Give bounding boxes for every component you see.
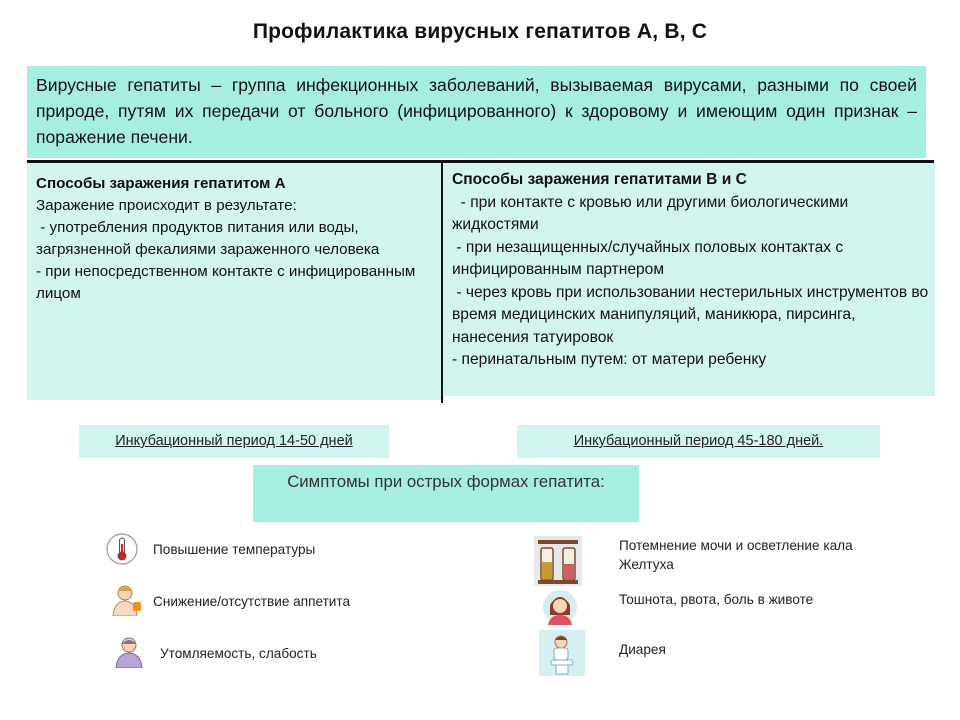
hepatitis-bc-item: - через кровь при использовании нестерильных инструментов во время медицинских манипуляций, маникюра, пирсинга, нанесения татуировок [452, 283, 933, 346]
urine-sample-icon [534, 536, 582, 586]
hepatitis-a-heading: Способы заражения гепатитом А [36, 175, 286, 192]
symptom-fatigue: Утомляемость, слабость [160, 646, 317, 661]
symptom-urine: Потемнение мочи и осветление кала [619, 538, 853, 553]
symptom-diarrhea: Диарея [619, 642, 666, 657]
definition-block: Вирусные гепатиты – группа инфекционных заболеваний, вызываемая вирусами, разными по своей природе, путям их передачи от больного (инфицированного) к здоровому и имеющим один признак – поражение печени. [27, 66, 926, 158]
hepatitis-bc-panel [443, 163, 935, 396]
tired-person-icon [113, 634, 145, 668]
hepatitis-bc-heading: Способы заражения гепатитами В и С [452, 171, 747, 188]
thermometer-icon [106, 533, 138, 565]
toilet-person-icon [539, 630, 585, 676]
hepatitis-a-panel [27, 163, 444, 400]
divider-vertical [441, 160, 443, 403]
symptoms-title: Симптомы при острых формах гепатита: [253, 465, 639, 522]
page-title: Профилактика вирусных гепатитов А, В, С [252, 20, 708, 43]
symptom-appetite: Снижение/отсутствие аппетита [153, 594, 351, 609]
symptom-jaundice: Желтуха [619, 557, 674, 572]
hepatitis-bc-item: - при незащищенных/случайных половых контактах с инфицированным партнером [452, 238, 848, 278]
hepatitis-a-intro: Заражение происходит в результате: [36, 197, 297, 214]
hepatitis-bc-item: - перинатальным путем: от матери ребенку [452, 351, 767, 368]
symptom-nausea: Тошнота, рвота, боль в животе [619, 592, 814, 607]
hepatitis-a-item: - употребления продуктов питания или воды, загрязненной фекалиями зараженного человека [36, 219, 380, 258]
sick-person-icon [109, 582, 145, 616]
incubation-a-label: Инкубационный период 14-50 дней [79, 425, 389, 458]
incubation-bc-label: Инкубационный период 45-180 дней. [517, 425, 880, 458]
hepatitis-bc-item: - при контакте с кровью или другими биологическими жидкостями [452, 193, 853, 233]
nausea-person-icon [542, 589, 578, 625]
hepatitis-a-item: - при непосредственном контакте с инфицированным лицом [36, 263, 416, 302]
symptom-fever: Повышение температуры [153, 542, 316, 557]
